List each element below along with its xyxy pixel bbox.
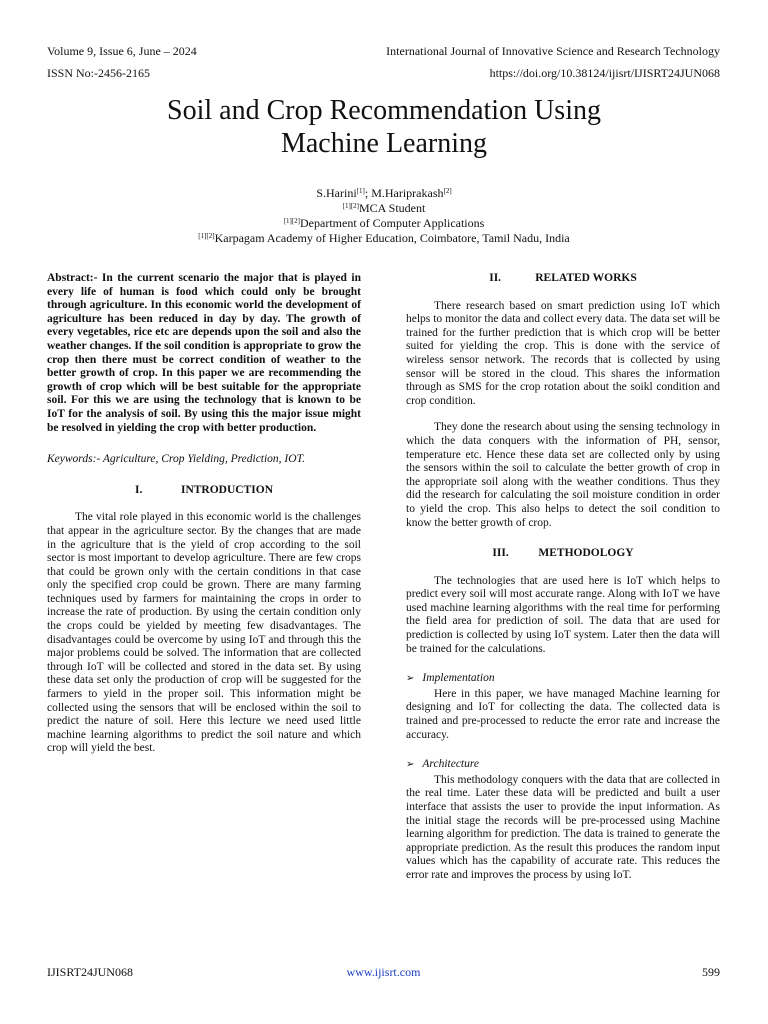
author-1-affil: [1] bbox=[356, 187, 365, 195]
abstract: Abstract:- In the current scenario the major that is played in every life of human is food which could only be brought through agriculture. In this economic world the development of agriculture has been reduced in day by day. The growth of every vegetables, rice etc are depends upon the soil and also the weather changes. If the soil condition is appropriate to grow the crop then there must be correct condition of weather to the better growth of crop. In this paper we are recommending the growth of crop which will be best suitable for the appropriate soil. For this we are using the technology that is known to be IoT for the analysis of soil. By using this the major issue might be resolved in yielding the crop with better production. bbox=[47, 272, 361, 434]
left-column bbox=[47, 272, 361, 756]
subsection-title: Implementation bbox=[422, 672, 495, 685]
section-heading-related-works bbox=[406, 272, 720, 286]
author-separator: ; bbox=[364, 186, 372, 200]
methodology-paragraph: The technologies that are used here is IoT which helps to predict every soil will most accurate range. Along with IoT we have used machine learning algorithms with the real time for performing the field area for prediction of soil. The data that are used for prediction is collected by using IoT system. Later then the data will be trained for the calculations. bbox=[406, 574, 720, 655]
paper-id: IJISRT24JUN068 bbox=[47, 965, 133, 979]
section-title: INTRODUCTION bbox=[180, 483, 273, 496]
intro-paragraph: The vital role played in this economic world is the challenges that appear in the agriculture sector. By the changes that are made in the agriculture that is the yield of crop according to the soil sector is most important to develop agriculture. There are few crops that could be grown only with the certain conditions in that case only the specified crop could be grown. There are many farming techniques used by farmers for maintaining the crops in order to increase the rate of production. By using the certain condition only the crops could be yielded by meeting few disadvantages. The disadvantages could be overcome by using IoT and through this the major problems could be solved. The information that are collected through IoT will be collected and stored in the data set. By using these data set only the production of crop will be suggested for the farmers to yield in the proper soil. This information might be collected using the sensors that will be enclosed within the soil to predict the nature of soil. Here this lecture we need used little machine learning algorithms to predict the soil nature and which crop will yield the best. bbox=[47, 511, 361, 755]
section-title: METHODOLOGY bbox=[538, 547, 634, 560]
section-number: II. bbox=[489, 272, 502, 284]
author-department bbox=[0, 216, 768, 231]
arrow-bullet-icon: ➢ bbox=[406, 673, 415, 685]
subsection-title: Architecture bbox=[422, 758, 480, 771]
title-line-2: Machine Learning bbox=[280, 128, 488, 159]
inst-affil: [1][2] bbox=[198, 232, 215, 240]
keywords-text: Keywords:- Agriculture, Crop Yielding, Prediction, IOT. bbox=[47, 453, 305, 466]
author-names bbox=[0, 186, 768, 201]
subsection-architecture bbox=[406, 758, 720, 772]
author-role bbox=[0, 201, 768, 216]
section-title: RELATED WORKS bbox=[535, 272, 637, 284]
section-heading-methodology bbox=[406, 547, 720, 561]
role-affil: [1][2] bbox=[342, 202, 359, 210]
doi-link[interactable]: https://doi.org/10.38124/ijisrt/IJISRT24JUN068 bbox=[489, 66, 720, 80]
author-block bbox=[0, 186, 768, 246]
related-paragraph-2: They done the research about using the sensing technology in which the data conquers with the information of PH, sensor, temperature etc. Hence these data set are collected only by using the sensors within the soil to calculate the better growth of crop in the appropriate soil along with the weather conditions. Thus they did the research for calculating the soil moisture condition in order to yield the crop. This also helps to detect the soil condition to know the better growth of crop. bbox=[406, 421, 720, 529]
inst-text: Karpagam Academy of Higher Education, Coimbatore, Tamil Nadu, India bbox=[214, 231, 570, 245]
volume-info: Volume 9, Issue 6, June – 2024 bbox=[47, 44, 197, 58]
subsection-implementation bbox=[406, 672, 720, 686]
related-paragraph-1: There research based on smart prediction using IoT which helps to monitor the data and collect every data. The data set will be trained for the further prediction that is which crop will be better suited for yielding the crop. This is done with the service of wireless sensor network. The records that is collected by using sensor will be stored in the cloud. This shares the information through as SMS for the crop rotation about the soikl condition and crop condition. bbox=[406, 299, 720, 407]
role-text: MCA Student bbox=[358, 201, 426, 215]
section-number: I. bbox=[134, 483, 143, 496]
arrow-bullet-icon: ➢ bbox=[406, 759, 415, 771]
page-number: 599 bbox=[702, 965, 720, 979]
architecture-paragraph: This methodology conquers with the data that are collected in the real time. Later these data will be predicted and built a user interface that assists the user to provide the input information. As the initial stage the records will be pre-processed using Machine learning algorithm for prediction. The data is trained to generate the appropriate prediction. As the result this produces the random input values which has the capability of accurate rate. This reduces the error rate and improves the process by using IoT. bbox=[406, 773, 720, 881]
dept-affil: [1][2] bbox=[283, 217, 301, 225]
section-number: III. bbox=[492, 547, 509, 560]
author-institution bbox=[0, 231, 768, 246]
implementation-paragraph: Here in this paper, we have managed Machine learning for designing and IoT for collecting the data. The collected data is trained and pre-processed to reducte the error rate and increase the accuracy. bbox=[406, 687, 720, 741]
paper-title bbox=[0, 94, 768, 160]
journal-name: International Journal of Innovative Science and Research Technology bbox=[386, 44, 720, 58]
author-2: M.Hariprakash bbox=[371, 186, 444, 200]
author-2-affil: [2] bbox=[443, 187, 452, 195]
title-line-1: Soil and Crop Recommendation Using bbox=[167, 95, 601, 126]
dept-text: Department of Computer Applications bbox=[300, 216, 485, 230]
section-heading-introduction bbox=[47, 484, 361, 498]
keywords bbox=[47, 453, 361, 467]
author-1: S.Harini bbox=[316, 186, 357, 200]
journal-website-link[interactable]: www.ijisrt.com bbox=[346, 965, 421, 979]
issn: ISSN No:-2456-2165 bbox=[47, 66, 151, 80]
right-column bbox=[406, 272, 720, 883]
